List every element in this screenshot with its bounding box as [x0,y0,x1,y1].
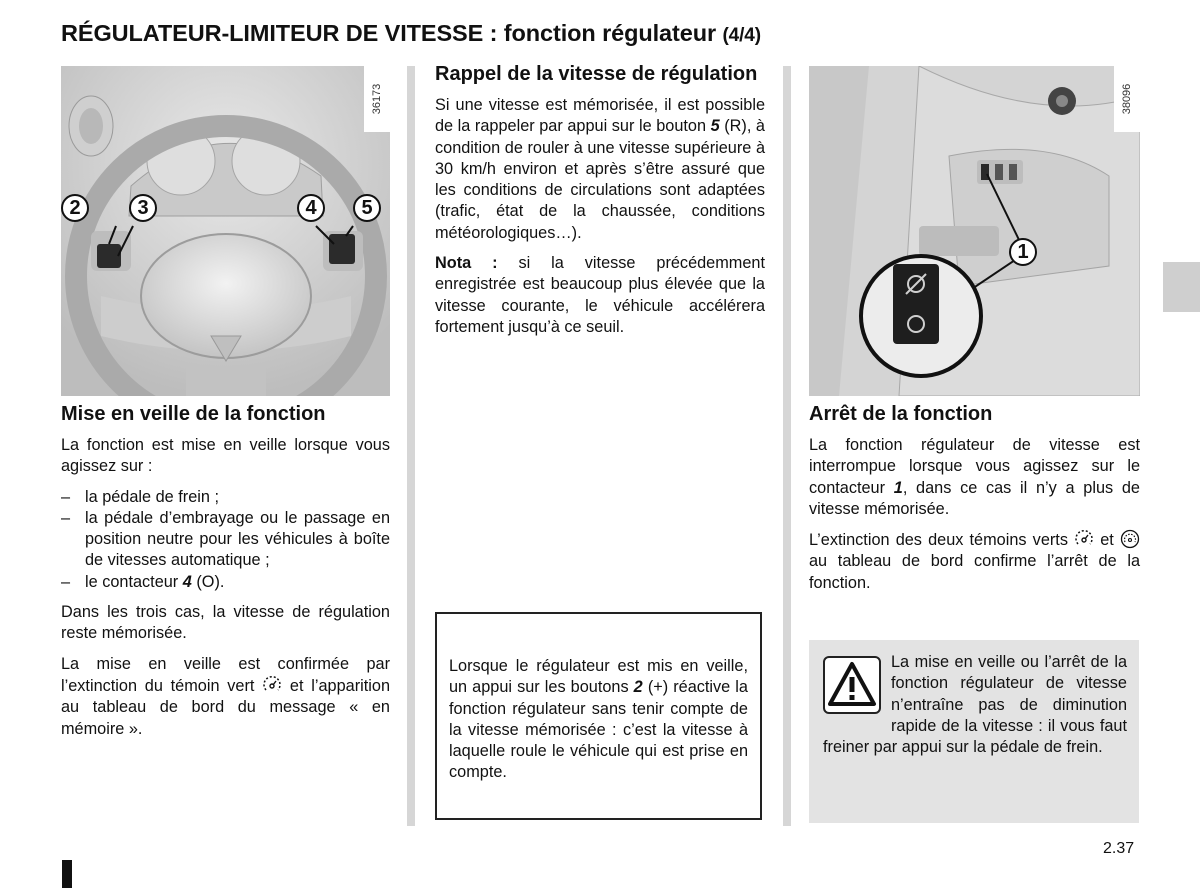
left-column [61,402,390,749]
stop-text: La fonction régulateur de vitesse est interrompue lorsque vous agissez sur le contacteur 1, dans ce cas il n’y a plus de vitesse mémorisée. [809,436,1140,518]
figure-ref-number: 36173 [364,66,390,132]
middle-column [435,62,765,347]
callout-2: 2 [61,194,89,222]
steering-wheel-illustration [61,66,390,396]
title-text: RÉGULATEUR-LIMITEUR DE VITESSE : fonction régulateur [61,20,716,46]
page-edge-mark [62,860,72,888]
callout-1: 1 [1009,238,1037,266]
callout-5: 5 [353,194,381,222]
page-number: 2.37 [1103,840,1135,857]
recall-text: Si une vitesse est mémorisée, il est possible de la rappeler par appui sur le bouton 5 (R), à condition de rouler à une vitesse supérieure à 30 km/h environ et après s’être assuré que les conditions de circulations sont adaptées (trafic, état de la chaussée, conditions météorologiques…). [435,96,765,242]
dashboard-switch-figure [809,66,1140,396]
dashboard-switch-illustration [809,66,1140,396]
section-heading-stop: Arrêt de la fonction [809,403,993,425]
column-divider-left [407,66,415,826]
right-column [809,402,1140,603]
cruise-control-icon [1074,529,1094,549]
warning-box [809,640,1139,823]
cruise-control-icon [262,675,282,695]
list-item: – le contacteur 4 (O). [61,572,390,593]
callout-4: 4 [297,194,325,222]
section-thumb-tab [1163,262,1200,312]
cruise-memory-icon [1120,529,1140,549]
warning-text: La mise en veille ou l’arrêt de la fonction régulateur de vitesse n’entraîne pas de diminution rapide de la vitesse : il vous faut freiner par appui sur la pédale de frein. [823,653,1127,757]
steering-wheel-figure [61,66,390,396]
section-heading-recall: Rappel de la vitesse de régulation [435,63,758,85]
standby-confirm-text: La mise en veille est confirmée par l’extinction du témoin vert et l’apparition au tableau de bord du message « en mémoire ». [61,654,390,738]
page-title [61,20,1061,47]
standby-intro: La fonction est mise en veille lorsque vous agissez sur : [61,436,390,476]
column-divider-right [783,66,791,826]
info-box: Lorsque le régulateur est mis en veille, un appui sur les boutons 2 (+) réactive la fonction régulateur sans tenir compte de la vitesse mémorisée : c’est la vitesse à laquelle roule le véhicule qui est prise en compte. [435,612,762,820]
warning-triangle-icon [823,656,881,714]
section-heading-standby: Mise en veille de la fonction [61,403,326,425]
standby-memo-text: Dans les trois cas, la vitesse de régulation reste mémorisée. [61,603,390,643]
list-item: – la pédale de frein ; [61,487,390,508]
callout-3: 3 [129,194,157,222]
standby-list [61,487,390,593]
list-item: – la pédale d’embrayage ou le passage en position neutre pour les véhicules à boîte de vitesses automatique ; [61,508,390,572]
nota-text: Nota : si la vitesse précédemment enregistrée est beaucoup plus élevée que la vitesse courante, le véhicule accélérera fortement jusqu’à ce seuil. [435,254,765,336]
stop-confirm-text: L’extinction des deux témoins verts et au tableau de bord confirme l’arrêt de la fonction. [809,531,1140,592]
title-suffix: (4/4) [722,25,762,46]
figure-ref-number: 38096 [1114,66,1140,132]
